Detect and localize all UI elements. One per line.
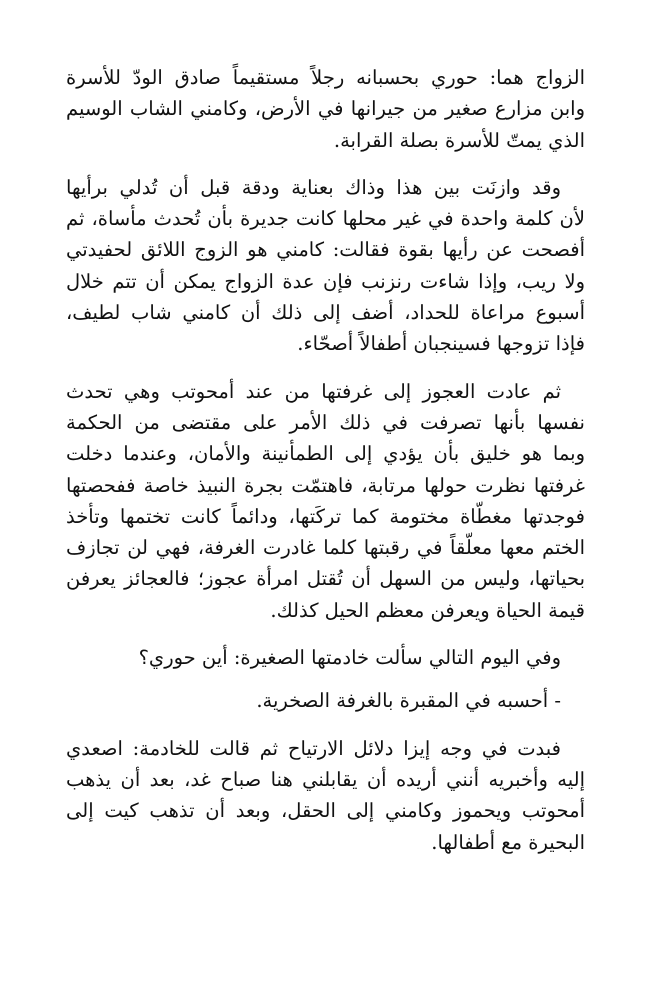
text-line: وابن مزارع صغير من جيرانها في الأرض، وكامني الشاب الوسيم [66, 97, 585, 121]
text-line: الختم معها معلّقاً في رقبتها كلما غادرت الغرفة، فهي لن تجازف [66, 536, 585, 560]
text-line: وقد وازنَت بين هذا وذاك بعناية ودقة قبل أن تُدلي برأيها [66, 175, 561, 199]
text-line: أفصحت عن رأيها بقوة فقالت: كامني هو الزوج اللائق لحفيدتي [66, 238, 585, 262]
text-line: - أحسبه في المقبرة بالغرفة الصخرية. [256, 689, 561, 713]
paragraph-return-to-room [66, 376, 585, 626]
text-line: الزواج هما: حوري بحسبانه رجلاً مستقيماً صادق الودّ للأسرة [66, 66, 585, 89]
text-line: فبدت في وجه إيزا دلائل الارتياح ثم قالت للخادمة: اصعدي [66, 736, 561, 760]
paragraph-esa-instruction [66, 733, 585, 858]
text-line: وبما هو خليق بأن يؤدي إلى الطمأنينة والأمان، وعندما دخلت [66, 442, 585, 466]
text-line: ولا ريب، وإذا شاءت رنزنب فإن عدة الزواج يمكن أن تتم خلال [66, 269, 585, 293]
text-line: ثم عادت العجوز إلى غرفتها من عند أمحوتب وهي تحدث [66, 379, 561, 403]
text-line: أسبوع مراعاة للحداد، أضف إلى ذلك أن كامني شاب لطيف، [66, 301, 585, 325]
text-line: إليه وأخبريه أنني أريده أن يقابلني هنا صباح غد، بعد أن يذهب [66, 767, 585, 791]
text-line: بحياتها، وليس من السهل أن تُقتل امرأة عجوز؛ فالعجائز يعرفن [66, 567, 585, 591]
text-line: وفي اليوم التالي سألت خادمتها الصغيرة: أين حوري؟ [138, 646, 561, 670]
paragraph-marriage-candidates [66, 62, 585, 156]
text-line: نفسها بأنها تصرفت في ذلك الأمر على مقتضى من الحكمة [66, 410, 585, 434]
text-line: البحيرة مع أطفالها. [431, 830, 585, 854]
paragraph-question [66, 642, 585, 673]
text-line: فإذا تزوجها فسينجبان أطفالاً أصحّاء. [297, 332, 585, 356]
text-line: لأن كلمة واحدة في غير محلها كانت جديرة بأن تُحدث مأساة، ثم [66, 207, 585, 231]
text-line: غرفتها نظرت حولها مرتابة، فاهتمّت بجرة النبيذ خاصة ففحصتها [66, 473, 585, 497]
text-line: أمحوتب ويحموز وكامني إلى الحقل، وبعد أن تذهب كيت إلى [66, 799, 585, 823]
text-line: قيمة الحياة ويعرفن معظم الحيل كذلك. [270, 598, 585, 622]
text-line: فوجدتها مغطّاة مختومة كما تركَتها، ودائماً كانت تختمها وتأخذ [66, 504, 585, 528]
text-line: الذي يمتّ للأسرة بصلة القرابة. [333, 128, 585, 152]
paragraph-answer [66, 685, 585, 716]
paragraph-esa-opinion [66, 172, 585, 360]
